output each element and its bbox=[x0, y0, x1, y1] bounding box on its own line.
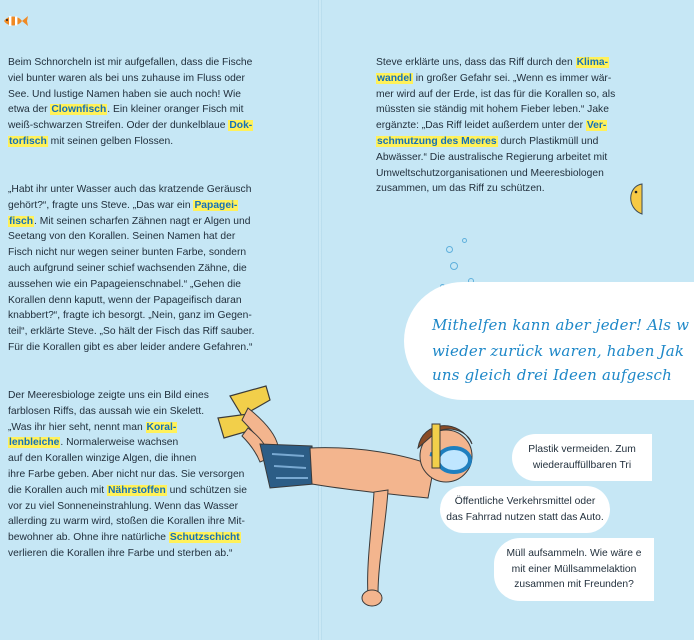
glossary-term-link[interactable]: Koral- bbox=[146, 421, 177, 433]
text-line bbox=[376, 87, 615, 103]
glossary-term-link[interactable]: Clownfisch bbox=[51, 104, 107, 116]
idea-3-line-1: Müll aufsammeln. Wie wäre e bbox=[506, 548, 642, 559]
text-line bbox=[8, 229, 254, 245]
idea-2-line-2: das Fahrrad nutzen statt das Auto. bbox=[446, 511, 604, 523]
text-line bbox=[8, 340, 254, 356]
text-line bbox=[8, 87, 253, 103]
text-segment: die Korallen auch mit bbox=[8, 484, 108, 496]
text-line bbox=[8, 102, 253, 118]
yellow-fish-icon bbox=[622, 178, 646, 218]
snorkeling-boy-illustration bbox=[208, 384, 508, 624]
text-line bbox=[8, 134, 253, 150]
text-line bbox=[8, 245, 254, 261]
glossary-term-link[interactable]: Dok- bbox=[229, 120, 253, 132]
text-segment: gehört?“, fragte uns Steve. „Das war ein bbox=[8, 199, 194, 211]
text-segment: müssten sie ständig mit hohem Fieber leben.“ Jake bbox=[376, 104, 609, 116]
glossary-term-link[interactable]: Schutzschicht bbox=[169, 532, 240, 544]
text-line bbox=[8, 277, 254, 293]
text-segment: ihre Farbe geben. Aber nicht nur das. Sie versorgen bbox=[8, 468, 245, 480]
text-line bbox=[8, 308, 254, 324]
text-segment: Seetang von den Korallen. Seinen Namen hat der bbox=[8, 231, 236, 243]
text-segment: Umweltschutzorganisationen und Meeresbiologen bbox=[376, 167, 604, 179]
text-segment: ergänzte: „Das Riff leidet außerdem unter der bbox=[376, 120, 586, 132]
idea-1-line-2: wiederauffüllbaren Tri bbox=[532, 459, 632, 471]
glossary-term-link[interactable]: lenbleiche bbox=[9, 437, 60, 449]
text-segment: knabbert?“, fragte ich besorgt. „Nein, ganz im Gegen- bbox=[8, 310, 252, 322]
text-segment: und schützen sie bbox=[166, 484, 247, 496]
idea-2-line-1: Öffentliche Verkehrsmittel oder bbox=[454, 496, 596, 507]
text-segment: weiß-schwarzen Streifen. Oder der dunkelblaue bbox=[8, 120, 229, 132]
text-segment: teil“, erklärte Steve. „So hält der Fisch das Riff sauber. bbox=[8, 326, 255, 338]
glossary-term-link[interactable]: Klima- bbox=[576, 57, 609, 68]
text-segment: bewohner ab. Ohne ihre natürliche bbox=[8, 532, 169, 544]
text-line bbox=[376, 134, 615, 150]
text-line bbox=[376, 71, 615, 87]
text-segment: Beim Schnorcheln ist mir aufgefallen, dass die Fische bbox=[8, 57, 253, 68]
glossary-term-link[interactable]: schmutzung des Meeres bbox=[377, 135, 497, 147]
text-segment: See. Und lustige Namen haben sie auch noch! Wie bbox=[8, 88, 241, 100]
text-line bbox=[376, 181, 615, 197]
text-segment: verlieren die Korallen ihre Farbe und sterben ab.“ bbox=[8, 547, 233, 559]
speech-line-3: uns gleich drei Ideen aufgesch bbox=[432, 366, 673, 384]
glossary-term-link[interactable]: fisch bbox=[9, 215, 34, 227]
text-segment: Steve erklärte uns, dass das Riff durch den bbox=[376, 57, 576, 68]
left-paragraph-parrotfish bbox=[8, 182, 254, 356]
left-paragraph-intro bbox=[8, 55, 253, 150]
text-segment: Abwässer.“ Die australische Regierung arbeitet mit bbox=[376, 151, 608, 163]
text-segment: durch Plastikmüll und bbox=[497, 135, 599, 147]
text-segment: . Normalerweise wachsen bbox=[60, 437, 179, 449]
text-segment: viel bunter waren als bei uns zuhause im Fluss oder bbox=[8, 72, 245, 84]
idea-box-plastic bbox=[512, 434, 652, 481]
text-segment: mer wird auf der Erde, ist das für die Korallen so, als bbox=[376, 88, 616, 100]
text-line bbox=[8, 293, 254, 309]
text-line bbox=[376, 118, 615, 134]
text-line bbox=[376, 150, 615, 166]
text-segment: aussehen wie ein Papageienschnabel.“ „Gehen die bbox=[8, 278, 241, 290]
clownfish-icon bbox=[2, 14, 28, 28]
speech-line-1: Mithelfen kann aber jeder! Als w bbox=[432, 316, 690, 334]
text-segment: auf den Korallen winzige Algen, die ihnen bbox=[8, 453, 197, 465]
text-segment: . Ein kleiner oranger Fisch mit bbox=[107, 104, 244, 116]
text-segment: . Mit seinen scharfen Zähnen nagt er Algen und bbox=[34, 215, 251, 227]
right-paragraph-climate bbox=[376, 55, 615, 197]
idea-3-line-2: mit einer Müllsammelaktion bbox=[511, 563, 637, 575]
text-segment: auch aufgrund seiner schief wachsenden Zähne, die bbox=[8, 262, 247, 274]
text-segment: farblosen Riffs, das aussah wie ein Skelett. bbox=[8, 405, 205, 417]
text-segment: in großer Gefahr sei. „Wenn es immer wär- bbox=[412, 72, 612, 84]
glossary-term-link[interactable]: Ver- bbox=[586, 120, 607, 132]
text-segment: „Was ihr hier seht, nennt man bbox=[8, 421, 146, 433]
text-line bbox=[8, 118, 253, 134]
idea-1-line-1: Plastik vermeiden. Zum bbox=[528, 444, 636, 455]
glossary-term-link[interactable]: torfisch bbox=[9, 135, 47, 147]
text-line bbox=[376, 166, 615, 182]
text-segment: Fisch nicht nur wegen seiner bunten Farbe, sondern bbox=[8, 247, 247, 259]
text-line bbox=[376, 55, 615, 71]
text-line bbox=[8, 324, 254, 340]
text-segment: zusammen, um das Riff zu schützen. bbox=[376, 183, 545, 195]
text-segment: mit seinen gelben Flossen. bbox=[47, 135, 174, 147]
text-segment: Für die Korallen gibt es aber leider andere Gefahren.“ bbox=[8, 341, 253, 353]
text-segment: vor zu viel Sonneneinstrahlung. Wenn das Wasser bbox=[8, 500, 239, 512]
idea-box-litter bbox=[494, 538, 654, 601]
glossary-term-link[interactable]: Papagei- bbox=[194, 199, 238, 211]
text-line bbox=[8, 55, 253, 71]
text-segment: etwa der bbox=[8, 104, 51, 116]
text-line bbox=[8, 182, 254, 198]
text-segment: Der Meeresbiologe zeigte uns ein Bild eines bbox=[8, 390, 209, 401]
text-line bbox=[376, 102, 615, 118]
text-line bbox=[8, 214, 254, 230]
text-line bbox=[8, 198, 254, 214]
text-line bbox=[8, 261, 254, 277]
text-segment: „Habt ihr unter Wasser auch das kratzende Geräusch bbox=[8, 184, 252, 195]
glossary-term-link[interactable]: Nährstoffen bbox=[108, 484, 166, 496]
text-line bbox=[8, 71, 253, 87]
speech-line-2: wieder zurück waren, haben Jak bbox=[432, 342, 685, 360]
idea-3-line-3: zusammen mit Freunden? bbox=[514, 579, 634, 590]
text-segment: allerding zu warm wird, stoßen die Korallen ihre Mit- bbox=[8, 516, 245, 528]
glossary-term-link[interactable]: wandel bbox=[377, 72, 412, 84]
text-segment: Korallen denn kaputt, wenn der Papageifisch daran bbox=[8, 294, 242, 306]
